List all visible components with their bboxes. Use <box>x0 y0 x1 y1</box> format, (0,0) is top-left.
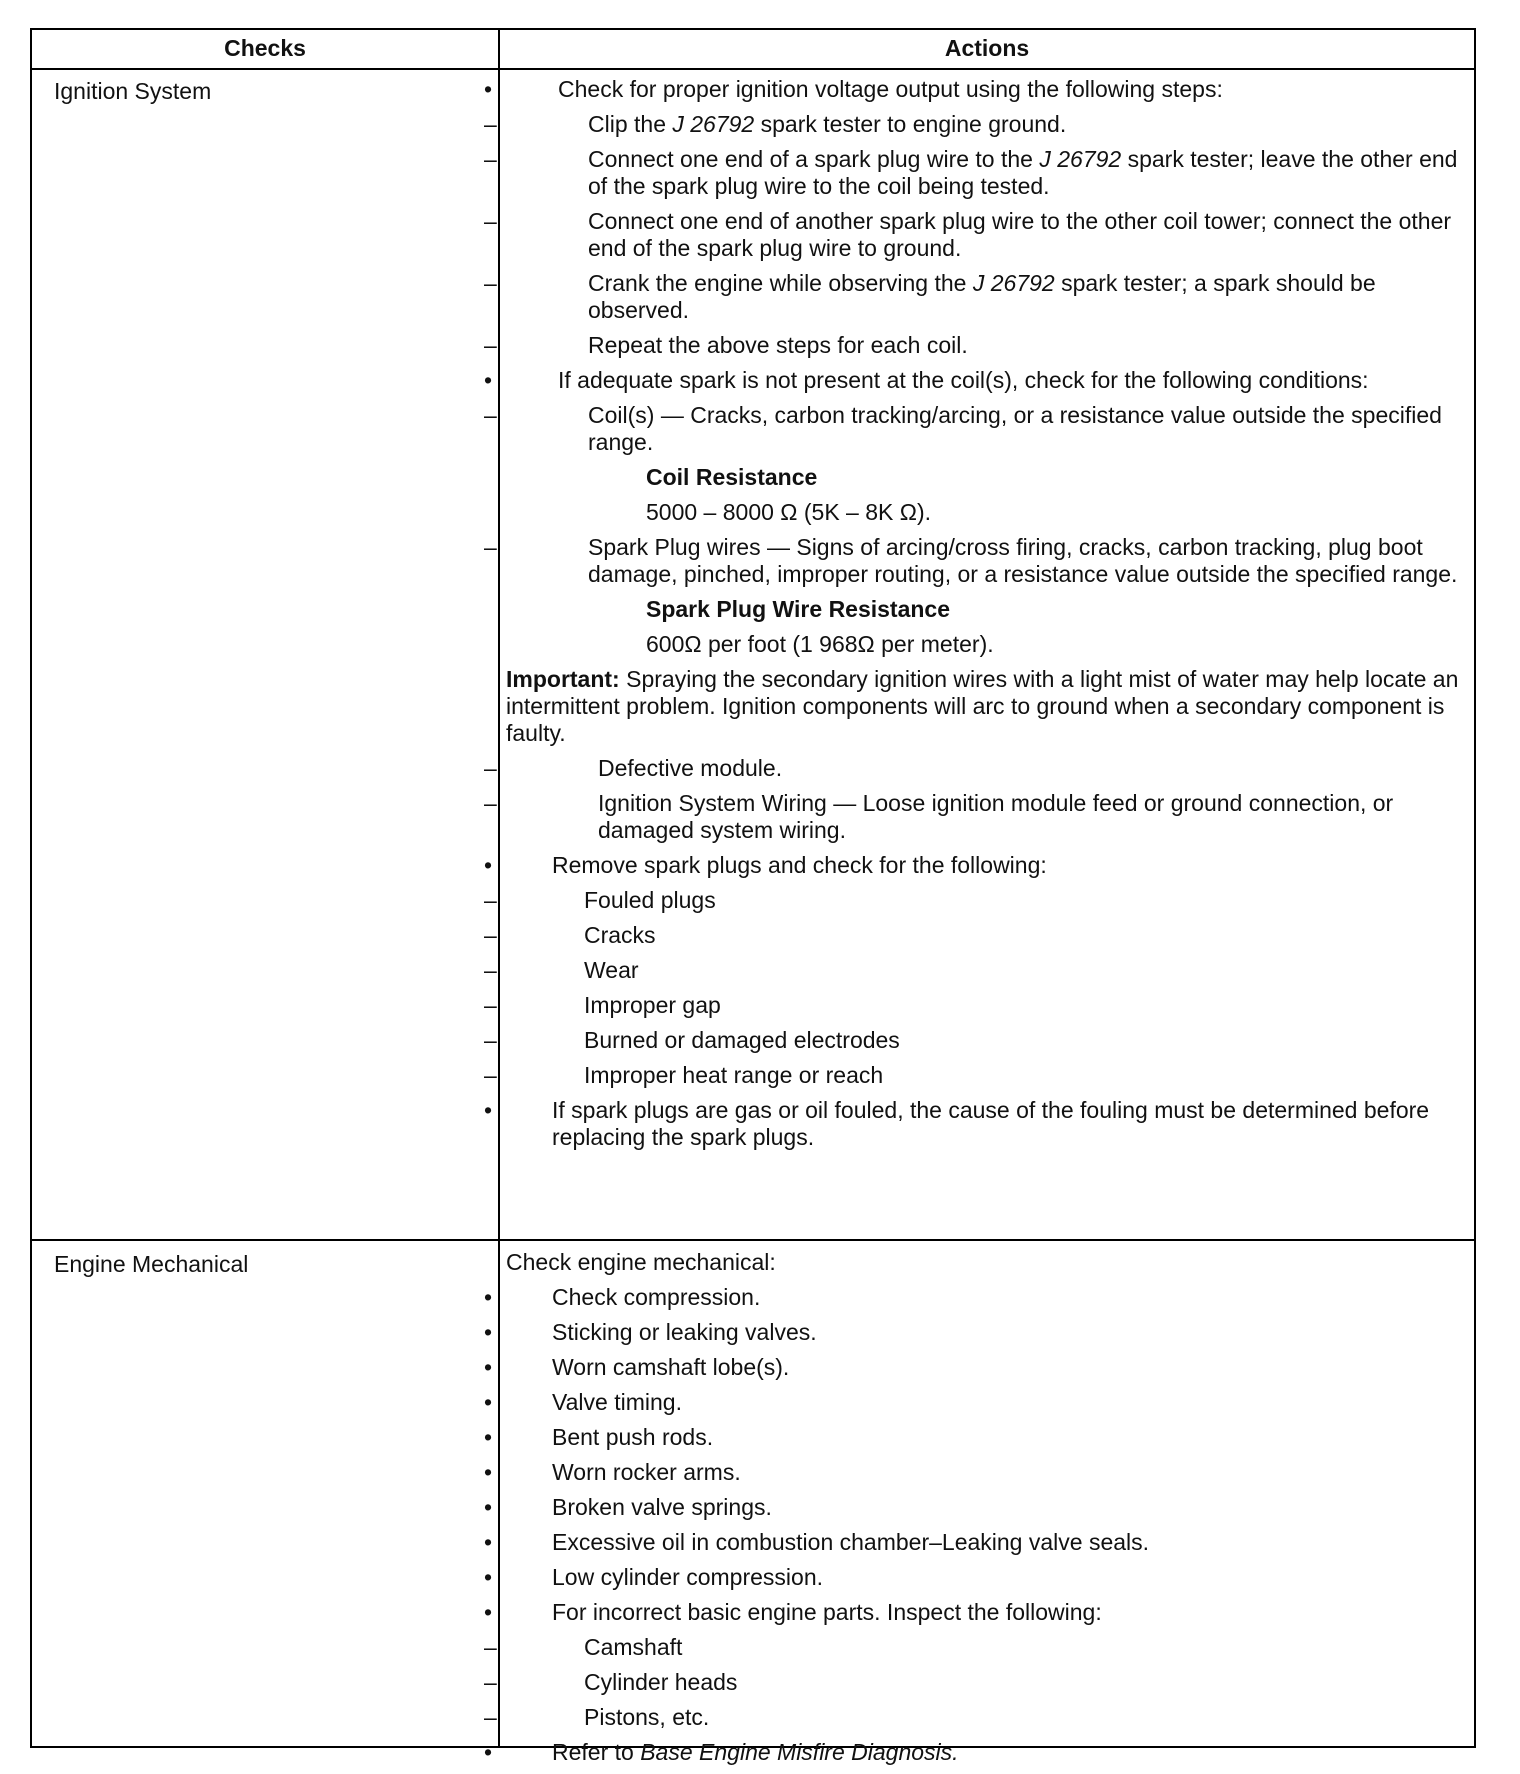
list-item: – Fouled plugs <box>584 887 1460 914</box>
diagnostic-table <box>30 28 1476 1765</box>
refer-base-engine-misfire: • Refer to Base Engine Misfire Diagnosis. <box>552 1739 1460 1766</box>
wire-resistance-title: Spark Plug Wire Resistance <box>646 596 951 622</box>
table-row-ignition <box>32 68 1474 1241</box>
bullet-spark-not-present: • If adequate spark is not present at the coil(s), check for the following conditions: <box>558 367 1460 394</box>
condition-spark-plug-wires: – Spark Plug wires — Signs of arcing/cross firing, cracks, carbon tracking, plug boot damage, pinched, improper routing, or a resistance value outside the specified range. <box>588 534 1460 588</box>
step-clip-tester: – Clip the J 26792 spark tester to engine ground. <box>588 111 1460 138</box>
wire-resistance-value: 600Ω per foot (1 968Ω per meter). <box>646 631 994 657</box>
condition-defective-module: – Defective module. <box>598 755 1460 782</box>
base-engine-misfire-link[interactable]: Base Engine Misfire Diagnosis. <box>640 1739 959 1765</box>
list-item: – Cracks <box>584 922 1460 949</box>
list-item: • Sticking or leaking valves. <box>552 1319 1460 1346</box>
table-header <box>32 30 1474 70</box>
list-item: • Bent push rods. <box>552 1424 1460 1451</box>
condition-system-wiring: – Ignition System Wiring — Loose ignition module feed or ground connection, or damaged system wiring. <box>598 790 1460 844</box>
list-item: – Wear <box>584 957 1460 984</box>
step-connect-another-wire: – Connect one end of another spark plug wire to the other coil tower; connect the other end of the spark plug wire to ground. <box>588 208 1460 262</box>
list-item: • Worn camshaft lobe(s). <box>552 1354 1460 1381</box>
step-connect-wire: – Connect one end of a spark plug wire to the J 26792 spark tester; leave the other end of the spark plug wire to the coil being tested. <box>588 146 1460 200</box>
bullet-voltage-check: • Check for proper ignition voltage output using the following steps: <box>558 76 1460 103</box>
list-item: • Excessive oil in combustion chamber–Leaking valve seals. <box>552 1529 1460 1556</box>
bullet-fouled-plugs: • If spark plugs are gas or oil fouled, the cause of the fouling must be determined before replacing the spark plugs. <box>552 1097 1460 1151</box>
list-item: • Check compression. <box>552 1284 1460 1311</box>
list-item: – Improper heat range or reach <box>584 1062 1460 1089</box>
important-note: Important: Spraying the secondary ignition wires with a light mist of water may help locate an intermittent problem. Ignition components will arc to ground when a secondary component is faulty. <box>506 666 1459 746</box>
engine-intro: Check engine mechanical: <box>506 1249 776 1275</box>
actions-ignition <box>506 76 1460 1159</box>
table-row-engine <box>32 1241 1474 1765</box>
list-item: • Broken valve springs. <box>552 1494 1460 1521</box>
coil-resistance-title: Coil Resistance <box>646 464 818 490</box>
list-item: – Burned or damaged electrodes <box>584 1027 1460 1054</box>
list-item: – Pistons, etc. <box>584 1704 1460 1731</box>
coil-resistance-value: 5000 – 8000 Ω (5K – 8K Ω). <box>646 499 932 525</box>
step-repeat: – Repeat the above steps for each coil. <box>588 332 1460 359</box>
step-crank-engine: – Crank the engine while observing the J 26792 spark tester; a spark should be observed. <box>588 270 1460 324</box>
list-item: – Cylinder heads <box>584 1669 1460 1696</box>
list-item: • Worn rocker arms. <box>552 1459 1460 1486</box>
header-actions: Actions <box>944 35 1030 61</box>
bullet-remove-plugs: • Remove spark plugs and check for the following: <box>552 852 1460 879</box>
list-item: • For incorrect basic engine parts. Inspect the following: <box>552 1599 1460 1626</box>
list-item: – Camshaft <box>584 1634 1460 1661</box>
list-item: – Improper gap <box>584 992 1460 1019</box>
list-item: • Valve timing. <box>552 1389 1460 1416</box>
condition-coils: – Coil(s) — Cracks, carbon tracking/arcing, or a resistance value outside the specified range. <box>588 402 1460 456</box>
actions-engine <box>506 1249 1460 1774</box>
header-checks: Checks <box>224 35 306 61</box>
check-ignition-system: Ignition System <box>54 78 212 104</box>
list-item: • Low cylinder compression. <box>552 1564 1460 1591</box>
check-engine-mechanical: Engine Mechanical <box>54 1251 249 1277</box>
